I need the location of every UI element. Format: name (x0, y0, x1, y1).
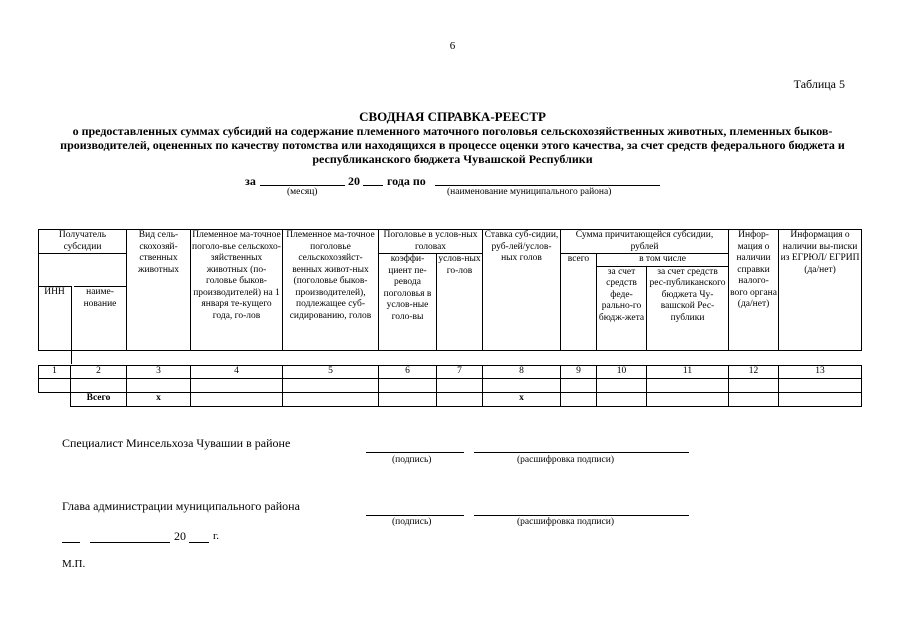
total-col8: x (483, 392, 561, 406)
header-federal: за счет средств феде-рально-го бюдж-жета (597, 266, 647, 350)
col-number: 9 (561, 366, 597, 379)
table-cell[interactable] (647, 378, 729, 392)
header-including: в том числе (597, 254, 729, 267)
month-blank[interactable] (260, 174, 345, 186)
table-cell[interactable] (437, 378, 483, 392)
signature-line[interactable] (366, 451, 464, 453)
signature-hint: (подпись) (392, 517, 432, 527)
signature-decode-line[interactable] (474, 514, 689, 516)
table-cell[interactable] (729, 378, 779, 392)
table-cell[interactable] (779, 378, 862, 392)
header-coefficient: коэффи-циент пе-ревода поголовья в услов-ные голо-вы (379, 254, 437, 351)
year-blank[interactable] (363, 174, 383, 186)
table-cell[interactable] (729, 392, 779, 406)
col-number: 10 (597, 366, 647, 379)
col-number: 12 (729, 366, 779, 379)
header-name: наиме-нование (74, 286, 126, 364)
table-cell[interactable] (39, 378, 71, 392)
header-conditional: услов-ных го-лов (437, 254, 483, 351)
table-cell[interactable] (379, 392, 437, 406)
table-cell[interactable] (283, 378, 379, 392)
signature-decode-hint: (расшифровка подписи) (517, 517, 614, 527)
table-row (39, 378, 862, 392)
col-number: 1 (39, 366, 71, 379)
col-number: 2 (71, 366, 127, 379)
signature-line[interactable] (366, 514, 464, 516)
col-number: 13 (779, 366, 862, 379)
total-label: Всего (71, 392, 127, 406)
header-recipient: Получатель субсидии (39, 230, 127, 254)
header-total: всего (561, 254, 597, 351)
date-year-prefix: 20 (174, 529, 186, 543)
header-subsidy-sum: Сумма причитающейся субсидии, рублей (561, 230, 729, 254)
col-number: 6 (379, 366, 437, 379)
signature-hint: (подпись) (392, 455, 432, 465)
header-animal-type: Вид сель-скохозяй-ственных животных (127, 230, 191, 351)
col-number: 4 (191, 366, 283, 379)
table-cell[interactable] (483, 378, 561, 392)
page-number: 6 (449, 40, 456, 52)
header-livestock-subsidized: Племенное ма-точное поголовье сельскохозяйст-венных живот-ных (поголовье быков-производителей), подлежащее суб-сидированию, голов (283, 230, 379, 351)
table-cell[interactable] (597, 392, 647, 406)
table-cell[interactable] (71, 378, 127, 392)
register-table (38, 229, 862, 351)
document-title: СВОДНАЯ СПРАВКА-РЕЕСТР (359, 109, 546, 124)
col-number: 7 (437, 366, 483, 379)
district-blank[interactable] (435, 174, 660, 186)
total-row (39, 392, 862, 406)
header-tax-info: Инфор-мация о наличии справки налого-вого органа (да/нет) (729, 230, 779, 351)
header-inn: ИНН (38, 286, 72, 364)
table-cell[interactable] (283, 392, 379, 406)
date-year-blank[interactable] (189, 541, 209, 543)
signature-decode-hint: (расшифровка подписи) (517, 455, 614, 465)
signature-role-head: Глава администрации муниципального района (62, 499, 300, 513)
table-cell[interactable] (597, 378, 647, 392)
col-number: 5 (283, 366, 379, 379)
period-suffix: года по (387, 174, 426, 188)
month-hint: (месяц) (287, 187, 318, 197)
table-cell[interactable] (561, 392, 597, 406)
signature-role-specialist: Специалист Минсельхоза Чувашии в районе (62, 436, 291, 450)
table-cell[interactable] (191, 392, 283, 406)
period-prefix: за (245, 174, 256, 188)
table-cell[interactable] (127, 378, 191, 392)
period-year-prefix: 20 (348, 174, 360, 188)
table-cell[interactable] (779, 392, 862, 406)
table-cell[interactable] (379, 378, 437, 392)
col-number: 8 (483, 366, 561, 379)
district-hint: (наименование муниципального района) (447, 187, 612, 197)
register-table-body (38, 365, 862, 407)
date-day-blank[interactable] (62, 541, 80, 543)
header-egrul-info: Информация о наличии вы-писки из ЕГРЮЛ/ ЕГРИП (да/нет) (779, 230, 862, 351)
total-col3: x (127, 392, 191, 406)
col-number: 11 (647, 366, 729, 379)
header-conditional-heads: Поголовье в услов-ных головах (379, 230, 483, 254)
signature-decode-line[interactable] (474, 451, 689, 453)
document-subtitle: о предоставленных суммах субсидий на содержание племенного маточного поголовья сельскохозяйственных животных, племенных быков-производителей, оцененных по качеству потомства или находящихся в процессе оценки этого качества, за счет средств федерального бюджета и республиканского бюджета Чувашской Республики (60, 124, 845, 166)
table-cell[interactable] (647, 392, 729, 406)
header-livestock-start: Племенное ма-точное поголо-вье сельскохо-зяйственных животных (по-головье быков-производителей) на 1 января те-кущего года, го-лов (191, 230, 283, 351)
total-row-spacer (39, 392, 71, 406)
table-cell[interactable] (437, 392, 483, 406)
table-cell[interactable] (561, 378, 597, 392)
date-year-suffix: г. (213, 530, 220, 542)
stamp-place: М.П. (62, 558, 86, 570)
table-label: Таблица 5 (793, 77, 845, 91)
col-number: 3 (127, 366, 191, 379)
header-rate: Ставка суб-сидии, руб-лей/услов-ных голов (483, 230, 561, 351)
table-cell[interactable] (191, 378, 283, 392)
date-month-blank[interactable] (90, 541, 170, 543)
header-republic: за счет средств рес-публиканского бюджета Чу-вашской Рес-публики (647, 266, 729, 350)
